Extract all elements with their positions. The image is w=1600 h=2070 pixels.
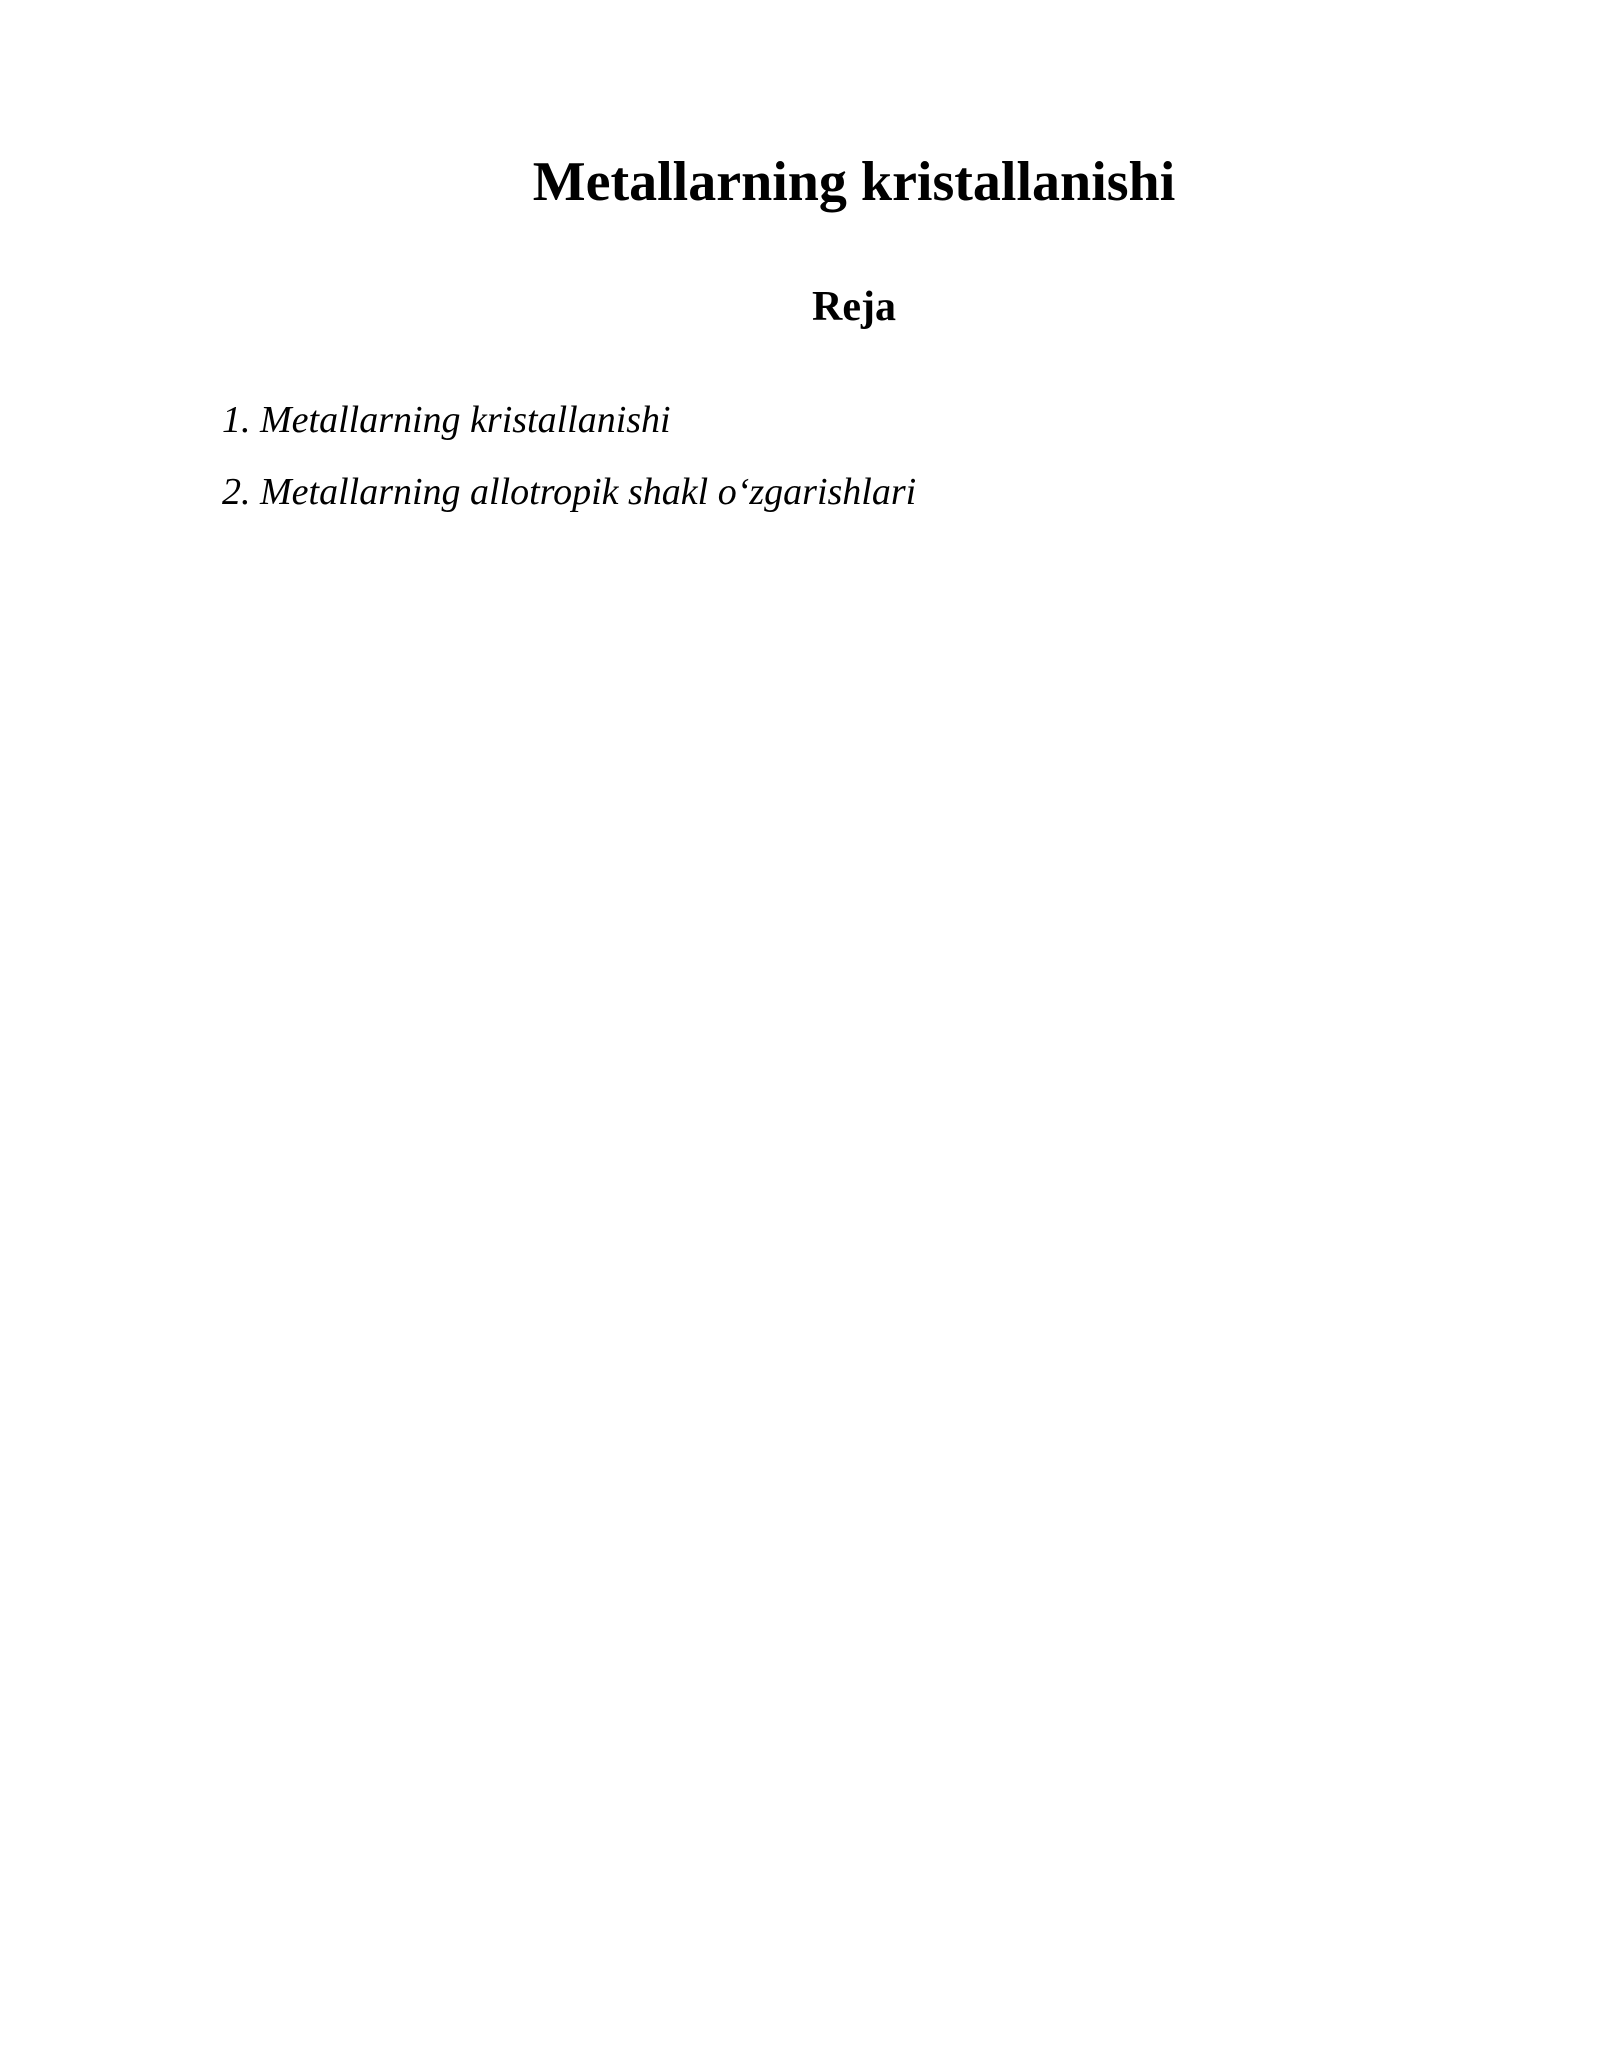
list-item: 2. Metallarning allotropik shakl o‘zgarishlari xyxy=(222,471,917,513)
section-heading-reja: Reja xyxy=(812,284,896,330)
list-item: 1. Metallarning kristallanishi xyxy=(222,399,671,441)
plan-list xyxy=(222,384,916,528)
page-title: Metallarning kristallanishi xyxy=(532,151,1176,213)
